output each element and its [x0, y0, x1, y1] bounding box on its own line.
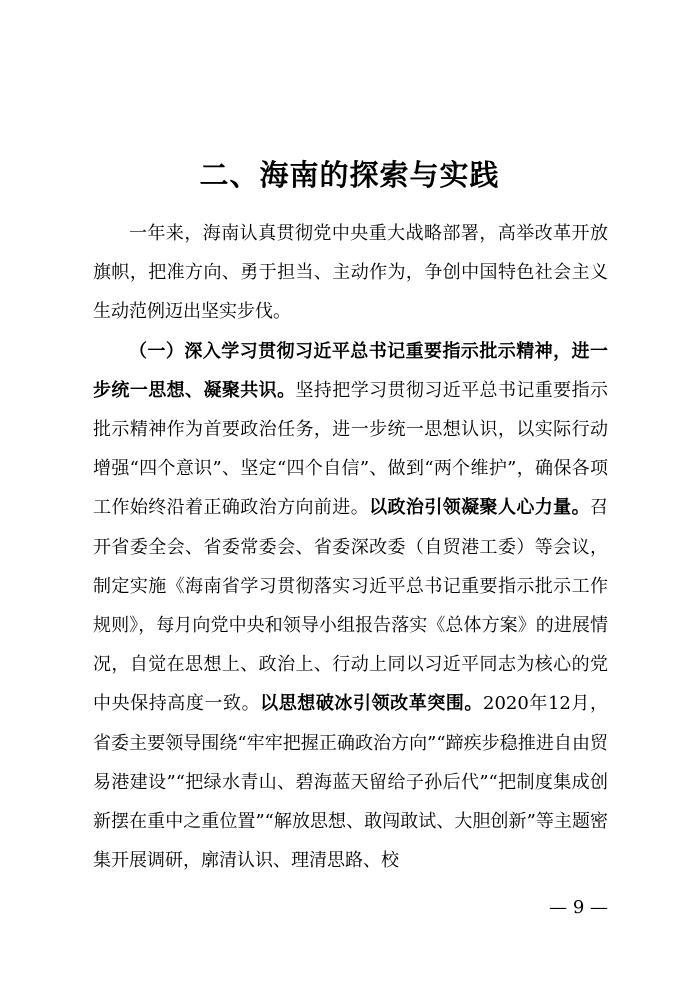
emphasis-reform-breakthrough: 以思想破冰引领改革突围。 — [260, 693, 483, 715]
paragraph-text: 2020年12月，省委主要领导围绕“牢牢把握正确政治方向”“蹄疾步稳推进自由贸易港建设”“把绿水青山、碧海蓝天留给子孙后代”“把制度集成创新摆在重中之重位置”“解放思想、敢闯敢试、大胆创新”等主题密集开展调研，廓清认识、理清思路、校 — [93, 693, 608, 872]
section-title: 二、海南的探索与实践 — [199, 158, 500, 193]
subsection-heading: （一）深入学习贯彻习近平总书记重要指示批示精神，进一步统一思想、凝聚共识。 — [93, 340, 608, 401]
page-number: — 9 — — [549, 897, 608, 918]
intro-paragraph — [93, 214, 608, 332]
intro-text: 一年来，海南认真贯彻党中央重大战略部署，高举改革开放旗帜，把准方向、勇于担当、主动作为，争创中国特色社会主义生动范例迈出坚实步伐。 — [93, 223, 608, 323]
paragraph-text: 召开省委全会、省委常委会、省委深改委（自贸港工委）等会议，制定实施《海南省学习贯彻落实习近平总书记重要指示批示工作规则》，每月向党中央和领导小组报告落实《总体方案》的进展情况，自觉在思想上、政治上、行动上同以习近平同志为核心的党中央保持高度一致。 — [93, 497, 608, 715]
subsection-paragraph — [93, 332, 608, 881]
paragraph-text: 坚持把学习贯彻习近平总书记重要指示批示精神作为首要政治任务，进一步统一思想认识，以实际行动增强“四个意识”、坚定“四个自信”、做到“两个维护”，确保各项工作始终沿着正确政治方向前进。 — [93, 379, 609, 519]
emphasis-political-guidance: 以政治引领凝聚人心力量。 — [369, 497, 590, 519]
document-body — [93, 214, 608, 880]
